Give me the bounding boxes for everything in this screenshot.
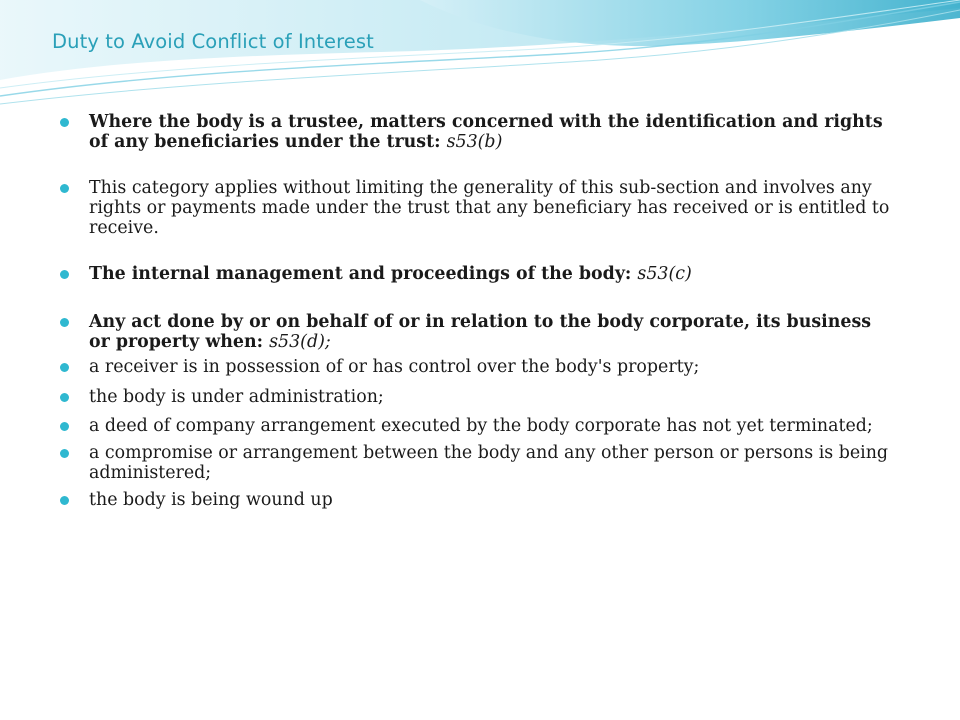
bullet-item (60, 264, 890, 284)
bullet-dot-icon (60, 422, 69, 431)
bullet-dot-icon (60, 184, 69, 193)
bullet-item (60, 443, 890, 483)
bullet-dot-icon (60, 393, 69, 402)
bullet-dot-icon (60, 118, 69, 127)
bullet-text: a receiver is in possession of or has control over the body's property; (89, 357, 700, 377)
bullet-dot-icon (60, 449, 69, 458)
bullet-item (60, 178, 890, 238)
section-reference: s53(d); (269, 332, 331, 352)
bullet-text: The internal management and proceedings of the body: (89, 264, 638, 284)
bullet-text: a compromise or arrangement between the body and any other person or persons is being administered; (89, 443, 889, 483)
bullet-item (60, 490, 890, 510)
section-reference: s53(c) (637, 264, 692, 284)
bullet-item (60, 387, 890, 407)
slide-title: Duty to Avoid Conflict of Interest (52, 30, 374, 53)
bullet-dot-icon (60, 363, 69, 372)
bullet-text: the body is under administration; (89, 387, 384, 407)
bullet-list (60, 108, 890, 510)
bullet-text: a deed of company arrangement executed by the body corporate has not yet terminated; (89, 416, 873, 436)
bullet-item (60, 357, 890, 377)
bullet-text: the body is being wound up (89, 490, 333, 510)
bullet-dot-icon (60, 318, 69, 327)
bullet-item (60, 312, 890, 352)
bullet-text: Where the body is a trustee, matters concerned with the identification and rights of any beneficiaries under the trust: (89, 112, 883, 152)
bullet-item (60, 416, 890, 436)
bullet-dot-icon (60, 496, 69, 505)
section-reference: s53(b) (446, 132, 503, 152)
bullet-text: Any act done by or on behalf of or in relation to the body corporate, its business or property when: (89, 312, 872, 352)
bullet-dot-icon (60, 270, 69, 279)
bullet-text: This category applies without limiting the generality of this sub-section and involves any rights or payments made under the trust that any beneficiary has received or is entitled to receive. (89, 178, 890, 238)
bullet-item (60, 112, 890, 152)
